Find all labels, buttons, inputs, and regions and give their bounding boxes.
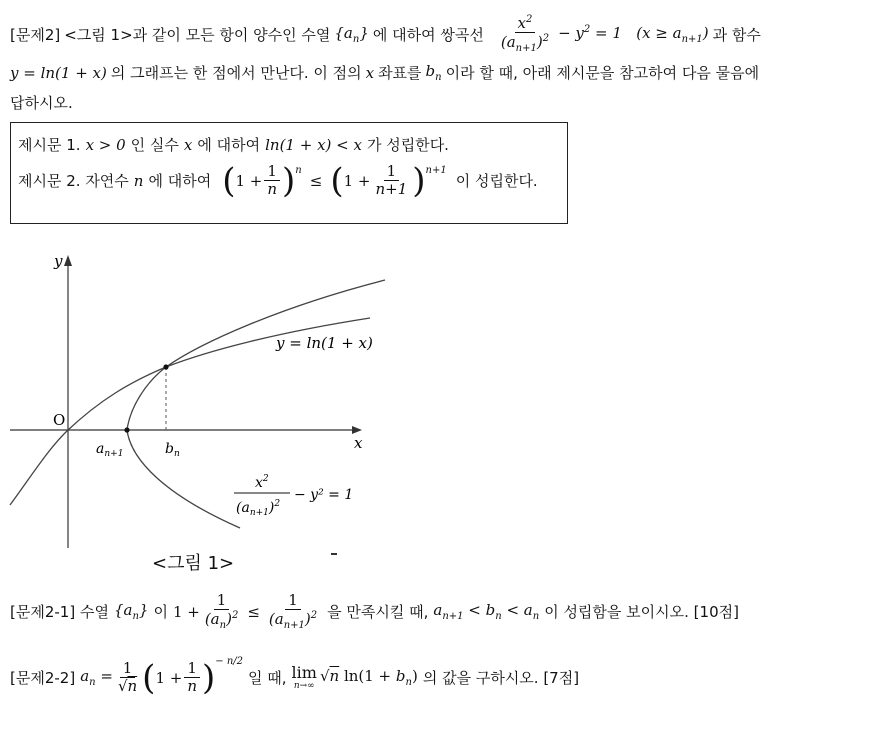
- y-axis-label: y: [54, 252, 63, 270]
- hyperbola-label-den: $(a_{n+1})^2$: [236, 499, 281, 518]
- hyperbola-label-num: $x^2$: [255, 474, 269, 491]
- an1-label: $a_{n+1}$: [96, 441, 124, 459]
- var-x: x: [183, 135, 193, 154]
- problem-line2-a: 의 그래프는 한 점에서 만난다. 이 점의: [110, 64, 362, 82]
- subproblem-1: [10, 592, 739, 632]
- problem-line-2: [10, 62, 759, 83]
- subproblem-2-limit: lim n→∞ √n $\ln(1 + b_n)$: [291, 662, 418, 691]
- statement-1-c: 가 성립한다.: [366, 136, 449, 154]
- hyperbola-rest: − $y^2 = 1$ $(x \ge a_{n+1})$: [558, 23, 709, 45]
- sequence-an: $\{a_n\}$: [334, 23, 369, 45]
- var-n: n: [133, 171, 144, 190]
- vertex-point: [124, 427, 129, 432]
- subproblem-2-a: 일 때,: [248, 669, 287, 688]
- problem-line2-c: 이라 할 때, 아래 제시문을 참고하여 다음 물음에: [445, 64, 760, 82]
- statement-2: [18, 160, 538, 201]
- statement-1-b: 에 대하여: [197, 136, 261, 154]
- problem-intro-c: 과 함수: [712, 25, 761, 44]
- statement-2-a: 에 대하여: [148, 172, 212, 191]
- problem-line2-b: 좌표를: [378, 64, 422, 82]
- inequality-ln: ln(1 + x) < x: [265, 135, 362, 154]
- problem-label: [문제2]: [10, 25, 61, 44]
- sequence-an: $\{a_n\}$: [113, 601, 149, 623]
- problem-line-1: [10, 14, 761, 55]
- subproblem-1-label: [문제2-1] 수열: [10, 603, 109, 622]
- x-axis-label: x: [354, 434, 363, 452]
- hyperbola-upper: [127, 280, 385, 430]
- hyperbola-lower: [127, 430, 240, 528]
- hyperbola-label-rest: − y² = 1: [294, 487, 354, 503]
- intersection-point: [163, 364, 168, 369]
- subproblem-1-c: 이 성립함을 보이시오. [10점]: [544, 603, 739, 622]
- var-x: x: [365, 63, 375, 82]
- var-bn: $b_n$: [425, 62, 442, 83]
- subproblem-2: [10, 656, 580, 698]
- subproblem-2-b: 의 값을 구하시오. [7점]: [422, 669, 580, 688]
- subproblem-1-condition: 1 + $\frac{1}{(a_n)^2}$ ≤ $\frac{1}{(a_{n+1})^2}$: [172, 591, 318, 632]
- subproblem-1-a: 이: [153, 603, 168, 622]
- subproblem-1-claim: $a_{n+1} < b_n < a_n$: [433, 601, 540, 623]
- subproblem-2-definition: $a_n$ = $\frac{1}{√n}$ ( 1 + $\frac{1}{n}$ ) $^{- n/2}$: [80, 656, 243, 698]
- statement-1-label: 제시문 1.: [18, 136, 81, 154]
- origin-label: O: [53, 411, 66, 429]
- figure-caption: <그림 1>: [152, 553, 235, 574]
- statement-1: [18, 134, 449, 155]
- subproblem-1-b: 을 만족시킬 때,: [327, 603, 429, 622]
- problem-intro-a: <그림 1>과 같이 모든 항이 양수인 수열: [64, 25, 331, 44]
- y-axis-arrow: [64, 255, 72, 266]
- bn-label: $b_n$: [165, 441, 180, 459]
- curve-label: y = ln(1 + x): [276, 334, 373, 352]
- problem-intro-b: 에 대하여 쌍곡선: [372, 25, 484, 44]
- problem-line-3: 답하시오.: [10, 94, 73, 112]
- function-expression: y = ln(1 + x): [10, 63, 107, 82]
- cond-x-positive: x > 0: [85, 135, 126, 154]
- statement-2-label: 제시문 2. 자연수: [18, 172, 129, 191]
- ln-curve: [10, 318, 370, 505]
- statement-2-inequality: ( 1 + $\frac{1}{n}$ ) $^n$ ≤ ( 1 + $\frac{1}{n+1}$ ) $^{n+1}$: [222, 160, 447, 201]
- x-axis-arrow: [352, 426, 362, 434]
- hyperbola-fraction: $\frac{x^2}{(a_{n+1})^2}$: [500, 14, 550, 55]
- subproblem-2-label: [문제2-2]: [10, 669, 76, 688]
- statement-1-a: 인 실수: [130, 136, 179, 154]
- stray-mark: [331, 553, 337, 555]
- statement-2-b: 이 성립한다.: [455, 172, 538, 191]
